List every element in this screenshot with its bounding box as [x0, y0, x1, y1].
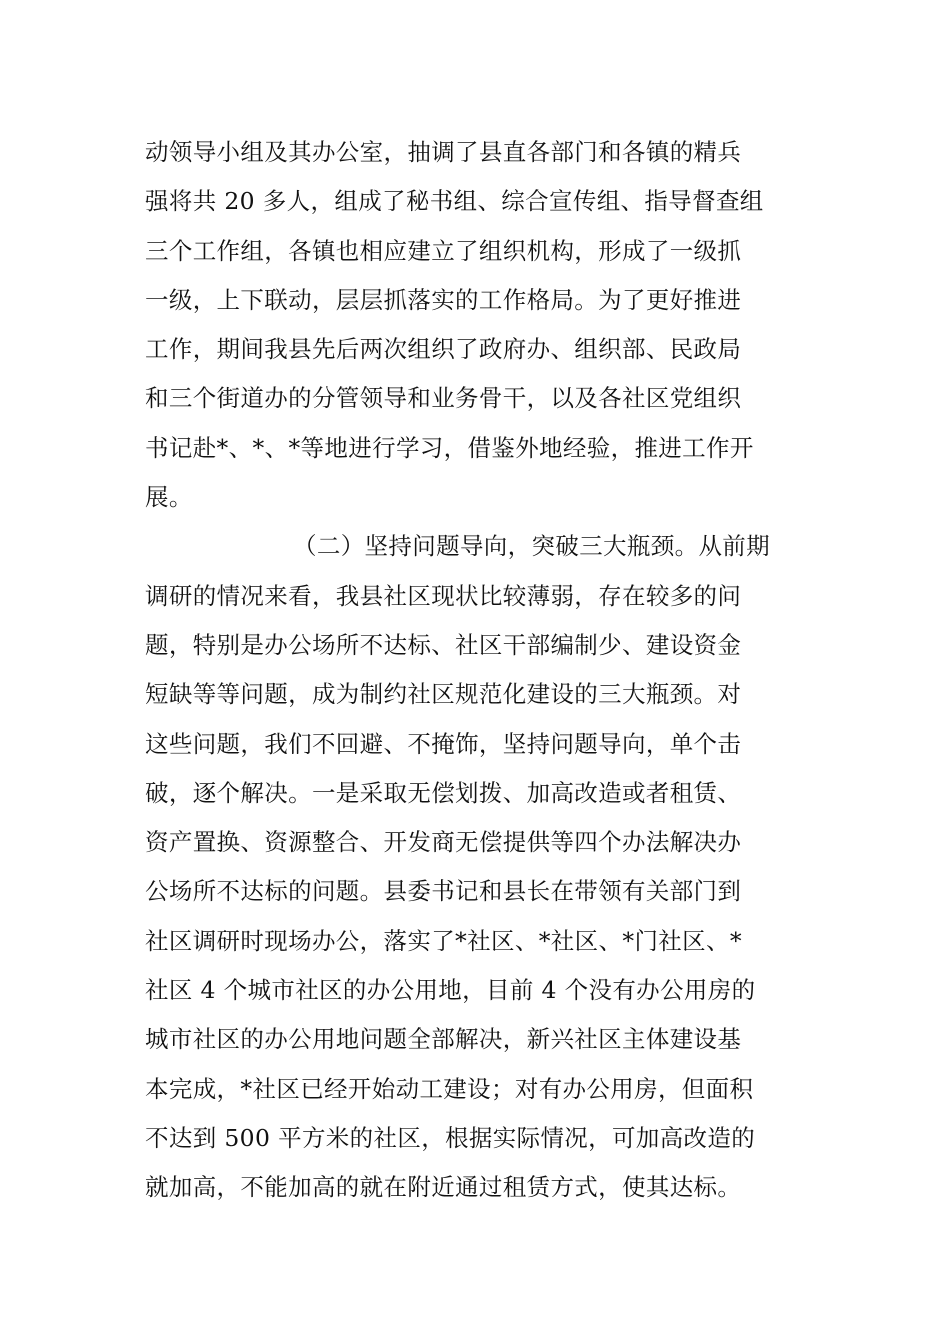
text-line: 工作，期间我县先后两次组织了政府办、组织部、民政局: [145, 335, 742, 364]
text-line: 书记赴*、*、*等地进行学习，借鉴外地经验，推进工作开: [145, 433, 754, 462]
body-text: [145, 128, 815, 1213]
text-line: 一级，上下联动，层层抓落实的工作格局。为了更好推进: [145, 285, 742, 314]
text-line: 强将共 20 多人，组成了秘书组、综合宣传组、指导督查组: [145, 187, 764, 216]
text-line: 不达到 500 平方米的社区，根据实际情况，可加高改造的: [145, 1123, 756, 1152]
text-line: 展。: [145, 483, 193, 512]
text-line: 公场所不达标的问题。县委书记和县长在带领有关部门到: [145, 877, 742, 906]
text-line: 动领导小组及其办公室，抽调了县直各部门和各镇的精兵: [145, 138, 742, 166]
text-line: 这些问题，我们不回避、不掩饰，坚持问题导向，单个击: [145, 729, 742, 758]
text-line: 和三个街道办的分管领导和业务骨干，以及各社区党组织: [145, 384, 742, 413]
text-line: 三个工作组，各镇也相应建立了组织机构，形成了一级抓: [145, 236, 742, 265]
text-line: 城市社区的办公用地问题全部解决，新兴社区主体建设基: [145, 1025, 742, 1054]
text-line: 就加高，不能加高的就在附近通过租赁方式，使其达标。: [145, 1173, 742, 1202]
text-line: 调研的情况来看，我县社区现状比较薄弱，存在较多的问: [145, 581, 742, 610]
text-line: 破，逐个解决。一是采取无偿划拨、加高改造或者租赁、: [145, 778, 742, 807]
section-heading-line: （二）坚持问题导向，突破三大瓶颈。从前期: [293, 532, 770, 561]
text-line: 短缺等等问题，成为制约社区规范化建设的三大瓶颈。对: [145, 680, 742, 709]
text-line: 社区 4 个城市社区的办公用地，目前 4 个没有办公用房的: [145, 976, 756, 1005]
text-line: 社区调研时现场办公，落实了*社区、*社区、*门社区、*: [145, 926, 742, 955]
text-line: 题，特别是办公场所不达标、社区干部编制少、建设资金: [145, 630, 742, 659]
text-line: 资产置换、资源整合、开发商无偿提供等四个办法解决办: [145, 828, 742, 857]
text-line: 本完成，*社区已经开始动工建设；对有办公用房，但面积: [145, 1074, 754, 1103]
